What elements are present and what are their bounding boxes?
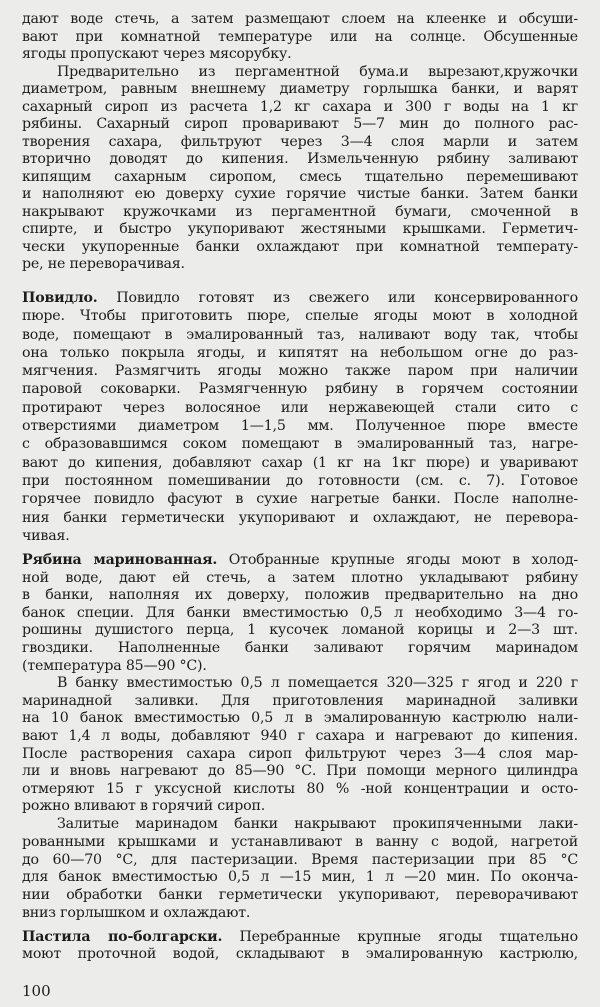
pasteurization-paragraph: [22, 816, 578, 923]
text-line: вают при комнатной температуре или на солнце. Обсушенные: [22, 28, 578, 45]
text-line-rest: Повидло готовят из свежего или консервированного: [97, 290, 578, 306]
text-line: чивая.: [22, 527, 70, 544]
text-line: маринадной заливки. Для приготовления маринадной заливки: [22, 692, 578, 709]
text-line: спирте, и быстро укупоривают жестяными крышками. Герметич-: [22, 221, 578, 237]
ryabina-marinovannaya-section: [22, 552, 578, 816]
text-line: она только покрыла ягоды, и кипятят на небольшом огне до раз-: [22, 344, 578, 361]
page-number: 100: [22, 982, 51, 1000]
text-line: [22, 929, 578, 946]
intro-section: [22, 11, 578, 274]
section-heading: Повидло.: [22, 290, 98, 306]
text-line: моют проточной водой, складывают в эмалированную кастрюлю,: [22, 945, 578, 962]
text-line: диаметром, равным внешнему диаметру горлышка банки, и варят: [22, 81, 578, 97]
text-line: Предварительно из пергаментной бума.и вырезают,кружочки: [57, 63, 578, 80]
text-line: пюре. Чтобы приготовить пюре, спелые ягоды моют в холодной: [22, 308, 578, 325]
text-line: протирают через волосяное или нержавеющей стали сито с: [22, 399, 578, 416]
text-line: вторично доводят до кипения. Измельченную рябину заливают: [22, 151, 578, 167]
text-line: гвоздики. Наполненные банки заливают горячим маринадом: [22, 639, 578, 656]
text-line: дают воде стечь, а затем размещают слоем на клеенке и обсуши-: [22, 11, 578, 27]
text-line: банок специи. Для банки вместимостью 0,5 л необходимо 3—4 го-: [22, 604, 578, 621]
text-line: ли и вновь нагревают до 85—90 °С. При помощи мерного цилиндра: [22, 763, 578, 780]
text-line: После растворения сахара сироп фильтруют через 3—4 слоя мар-: [22, 745, 578, 762]
text-line: ния банки герметически укупоривают и охлаждают, не перевора-: [22, 509, 578, 526]
text-line: с образовавшимся соком помещают в эмалированный таз, нагре-: [22, 436, 578, 453]
text-line: до 60—70 °С, для пастеризации. Время пастеризации при 85 °С: [22, 851, 578, 868]
text-line: нии обработки банки герметически укупоривают, переворачивают: [22, 887, 578, 904]
text-line: горячее повидло фасуют в сухие нагретые банки. После наполне-: [22, 491, 578, 508]
text-line: воде, помещают в эмалированный таз, наливают воду так, чтобы: [22, 326, 578, 343]
text-line: мягчения. Размягчить ягоды можно также паром при наличии: [22, 363, 578, 380]
text-line: для банок вместимостью 0,5 л —15 мин, 1 л —20 мин. По оконча-: [22, 869, 578, 886]
text-line: паровой соковарки. Размягченную рябину в горячем состоянии: [22, 381, 578, 398]
text-line: в банки, наполняя их доверху, положив предварительно на дно: [22, 587, 578, 604]
text-line: на 10 банок вместимостью 0,5 л в эмалированную кастрюлю нали-: [22, 710, 578, 727]
text-line: рошины душистого перца, 1 кусочек ломаной корицы и 2—3 шт.: [22, 622, 578, 639]
text-line: ной воде, дают ей стечь, а затем плотно укладывают рябину: [22, 569, 578, 586]
text-line: [22, 289, 578, 307]
text-line: рожно вливают в горячий сироп.: [22, 798, 266, 815]
text-line: Залитые маринадом банки накрывают прокипяченными лаки-: [57, 816, 578, 832]
text-line: сахарный сироп из расчета 1,2 кг сахара и 300 г воды на 1 кг: [22, 98, 578, 115]
text-line: ре, не переворачивая.: [22, 256, 185, 272]
text-line: при постоянном помешивании до готовности (см. с. 7). Готовое: [22, 472, 578, 489]
text-line: вают до кипения, добавляют сахар (1 кг на 1кг пюре) и уваривают: [22, 454, 578, 471]
text-line: вниз горлышком и охлаждают.: [22, 904, 251, 921]
text-line: рованными крышками и устанавливают в ванну с водой, нагретой: [22, 833, 578, 850]
text-line: вают 1,4 л воды, добавляют 940 г сахара и нагревают до кипения.: [22, 727, 578, 744]
povidlo-section: [22, 289, 578, 545]
pastila-section: [22, 929, 578, 963]
section-heading: Пастила по-болгарски.: [22, 928, 223, 945]
text-line: (температура 85—90 °С).: [22, 657, 207, 674]
text-line: ягоды пропускают через мясорубку.: [22, 46, 292, 62]
text-line: творения сахара, фильтруют через 3—4 слоя марли и затем: [22, 133, 578, 150]
text-line: отмеряют 15 г уксусной кислоты 80 % -ной концентрации и осто-: [22, 780, 578, 797]
text-line: [22, 552, 578, 570]
text-line: кипящим сахарным сиропом, смесь тщательно перемешивают: [22, 168, 578, 185]
text-line: и наполняют ею доверху сухие горячие чистые банки. Затем банки: [22, 186, 578, 202]
text-line: рябины. Сахарный сироп проваривают 5—7 мин до полного рас-: [22, 116, 578, 132]
text-line: В банку вместимостью 0,5 л помещается 320—325 г ягод и 220 г: [57, 675, 578, 692]
text-line: чески укупоренные банки охлаждают при комнатной температу-: [22, 238, 578, 255]
section-heading: Рябина маринованная.: [22, 552, 218, 568]
text-line-rest: Перебранные крупные ягоды тщательно: [222, 928, 578, 945]
text-line-rest: Отобранные крупные ягоды моют в холод-: [217, 552, 578, 568]
text-line: накрывают кружочками из пергаментной бумаги, смоченной в: [22, 203, 578, 220]
text-line: отверстиями диаметром 1—1,5 мм. Полученное пюре вместе: [22, 418, 578, 435]
